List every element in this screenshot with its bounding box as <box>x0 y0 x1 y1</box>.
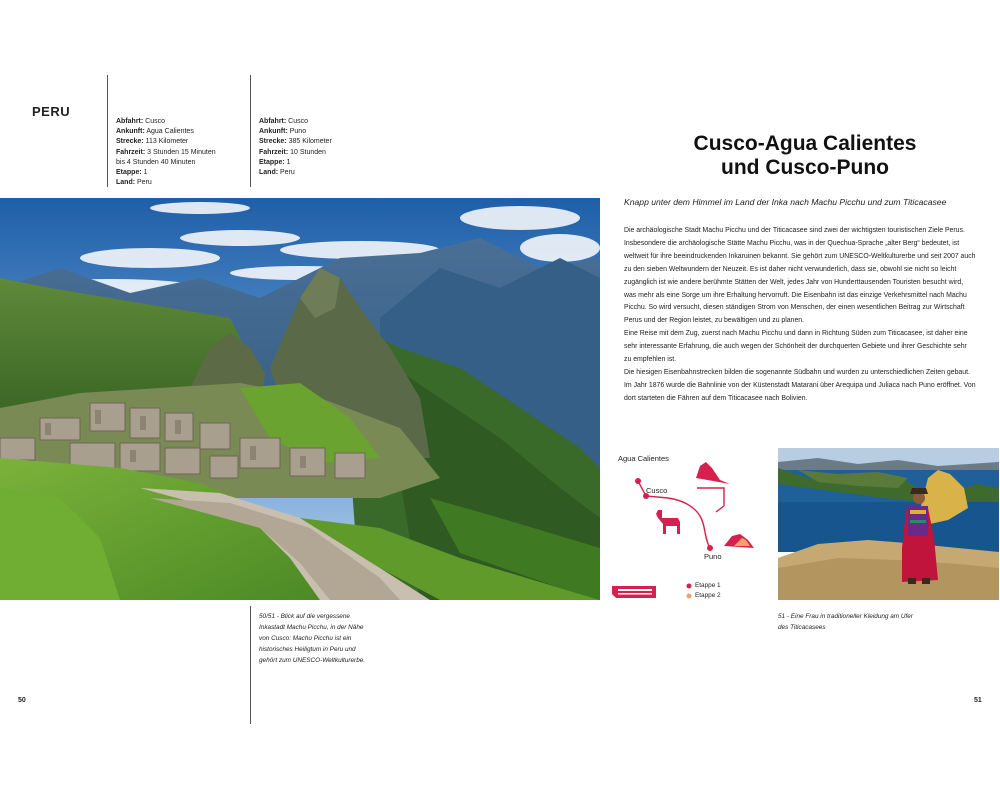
station-point <box>635 478 641 484</box>
titicaca-photo <box>778 448 999 600</box>
caption-machu-picchu: 50/51 - Blick auf die vergessene Inkastadt Machu Picchu, in der Nähe von Cusco: Machu Picchu ist ein historisches Heiligtum in Peru und gehört zum UNESCO-Weltkulturerbe. <box>259 613 366 664</box>
station-point <box>707 545 713 551</box>
route-map <box>612 448 772 608</box>
info-row: Strecke: 113 Kilometer <box>116 138 189 146</box>
country-heading: PERU <box>32 104 71 119</box>
info-row: Etappe: 1 <box>259 158 291 166</box>
mountain-icon <box>696 462 730 484</box>
info-row: Abfahrt: Cusco <box>259 118 309 125</box>
info-row: Land: Peru <box>259 169 295 177</box>
page-number-right: 51 <box>974 697 982 704</box>
caption-titicaca: 51 - Eine Frau in traditioneller Kleidung am Ufer des Titicacasees <box>778 613 913 631</box>
map-label-puno: Puno <box>704 552 722 561</box>
page-number-left: 50 <box>18 697 26 704</box>
paragraph: Die archäologische Stadt Machu Picchu und der Titicacasee sind zwei der wichtigsten touristischen Ziele Perus. Insbesondere die archäologische Stätte Machu Picchu, was in der Quechua-Sprache „alter Berg“ bedeutet, ist weltweit für ihre beeindruckenden Inkaruinen bekannt. Sie gehört zum UNESCO-Weltkulturerbe und seit 2007 auch zu den sieben Weltwundern der Neuzeit. Es ist daher nicht verwunderlich, dass sie, obwohl sie nicht so leicht zugänglich ist wie andere berühmte Stätten der Welt, jedes Jahr von Hunderttausenden Touristen besucht wird, was mehr als eine Sorge um ihre Erhaltung hervorruft. Die Eisenbahn ist das einzige Verkehrsmittel nach Machu Picchu. So wird versucht, diesen ständigen Strom von Menschen, der einen wesentlichen Beitrag zur Wirtschaft Perus und der Region leistet, zu bewältigen und zu planen. <box>624 227 976 325</box>
info-row: Fahrzeit: 3 Stunden 15 Minuten <box>116 148 216 156</box>
divider-caption <box>250 606 251 724</box>
station-icon <box>697 488 724 512</box>
paragraph: Eine Reise mit dem Zug, zuerst nach Machu Picchu und dann in Richtung Süden zum Titicacasee, ist daher eine sehr interessante Erfahrung, die auch wegen der Schönheit der durchquerten Gebiete und ihrer Geschichte sehr zu empfehlen ist. <box>624 330 968 364</box>
info-row: bis 4 Stunden 40 Minuten <box>116 158 196 166</box>
machu-picchu-photo <box>0 198 600 600</box>
train-icon <box>612 586 656 598</box>
article-body <box>624 225 976 406</box>
legend-etappe2: Etappe 2 <box>695 592 721 599</box>
info-row: Etappe: 1 <box>116 169 148 177</box>
info-row: Land: Peru <box>116 179 152 187</box>
route-info-cusco-agua-calientes <box>116 117 216 188</box>
article-title: Cusco-Agua Calientes und Cusco-Puno <box>693 132 917 179</box>
info-row: Ankunft: Agua Calientes <box>116 128 194 136</box>
route-info-cusco-puno <box>259 117 332 178</box>
divider-left <box>107 75 108 187</box>
map-label-cusco: Cusco <box>646 486 668 495</box>
info-row: Fahrzeit: 10 Stunden <box>259 148 326 156</box>
info-row: Ankunft: Puno <box>259 128 307 136</box>
info-row: Abfahrt: Cusco <box>116 118 166 125</box>
map-label-agua-calientes: Agua Calientes <box>618 454 669 463</box>
legend-dot-etappe2 <box>687 594 692 599</box>
divider-middle <box>250 75 251 187</box>
paragraph: Die hiesigen Eisenbahnstrecken bilden die sogenannte Südbahn und wurden zu unterschiedlichen Zeiten gebaut. Im Jahr 1876 wurde die Bahnlinie von der Küstenstadt Matarani über Arequipa und Juliaca nach Puno eröffnet. Von dort starteten die Fähren auf dem Titicacasee nach Bolivien. <box>624 368 976 402</box>
legend-etappe1: Etappe 1 <box>695 582 721 589</box>
article-subtitle: Knapp unter dem Himmel im Land der Inka nach Machu Picchu und zum Titicacasee <box>624 197 947 207</box>
legend-dot-etappe1 <box>687 584 692 589</box>
llama-icon <box>656 510 680 534</box>
info-row: Strecke: 385 Kilometer <box>259 138 332 146</box>
